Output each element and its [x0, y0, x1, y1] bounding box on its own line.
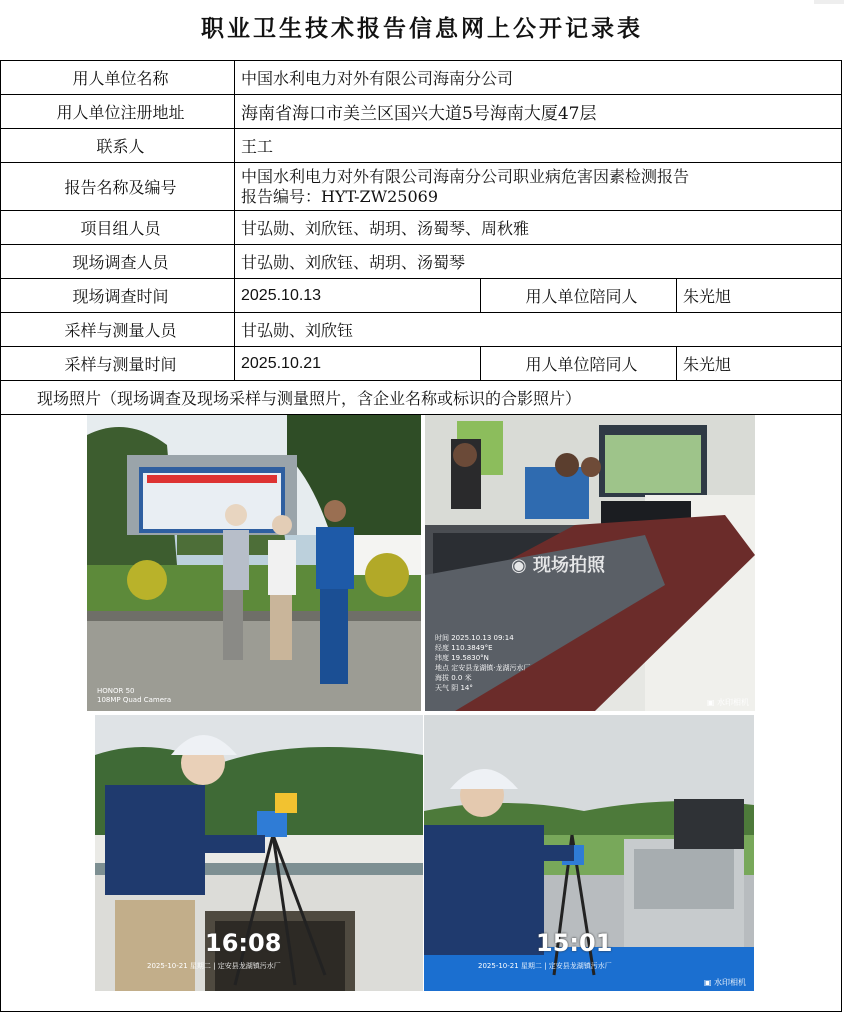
row-employer-name [1, 61, 842, 95]
row-report [1, 163, 842, 211]
info-location: 地点 定安县龙湖镇·龙湖污水厂 [435, 664, 531, 672]
photo-date-location: 2025-10-21 星期二 | 定安县龙湖镇污水厂 [478, 962, 612, 970]
label-sampling-time: 采样与测量时间 [1, 347, 235, 381]
row-survey-staff [1, 245, 842, 279]
photo-group-sampling-right [424, 715, 754, 991]
label-employer-address: 用人单位注册地址 [1, 95, 235, 129]
label-employer-name: 用人单位名称 [1, 61, 235, 95]
value-employer-name: 中国水利电力对外有限公司海南分公司 [235, 61, 842, 95]
value-sampling-staff: 甘弘勋、刘欣钰 [235, 313, 842, 347]
info-weather: 天气 阴 14° [435, 684, 473, 692]
row-project-team [1, 211, 842, 245]
label-survey-escort: 用人单位陪同人 [481, 279, 677, 313]
photo-info-block [435, 633, 530, 693]
app-badge [707, 697, 749, 708]
value-report [235, 163, 842, 211]
value-sampling-time: 2025.10.21 [235, 347, 481, 381]
app-name: 水印相机 [717, 698, 749, 707]
row-sampling-staff [1, 313, 842, 347]
info-altitude: 海拔 0.0 米 [435, 674, 472, 682]
value-contact: 王工 [235, 129, 842, 163]
row-photos-label [1, 381, 842, 415]
label-project-team: 项目组人员 [1, 211, 235, 245]
label-survey-staff: 现场调查人员 [1, 245, 235, 279]
document-title: 职业卫生技术报告信息网上公开记录表 [201, 15, 643, 42]
page-corner-mark [814, 0, 844, 4]
info-longitude: 经度 110.3849°E [435, 644, 493, 652]
camera-brand: HONOR 50 [97, 687, 135, 695]
camera-icon: ▣ [706, 698, 715, 707]
photo-time-large: 15:01 [536, 929, 613, 957]
camera-icon: ▣ [703, 978, 712, 987]
report-name: 中国水利电力对外有限公司海南分公司职业病危害因素检测报告 [241, 166, 690, 186]
photo-group-sampling-left [95, 715, 423, 991]
photo-watermark-label [511, 551, 605, 577]
camera-model: 108MP Quad Camera [97, 696, 172, 704]
value-project-team: 甘弘勋、刘欣钰、胡玥、汤蜀琴、周秋雅 [235, 211, 842, 245]
photo-signboard-image [87, 415, 421, 711]
row-photos [1, 415, 842, 1012]
row-survey-time [1, 279, 842, 313]
record-table [0, 60, 842, 1012]
photo-time-large: 16:08 [205, 929, 282, 957]
label-sampling-escort: 用人单位陪同人 [481, 347, 677, 381]
info-latitude: 纬度 19.5830°N [435, 654, 489, 662]
value-employer-address: 海南省海口市美兰区国兴大道5号海南大厦47层 [235, 95, 842, 129]
label-survey-time: 现场调查时间 [1, 279, 235, 313]
value-sampling-escort: 朱光旭 [677, 347, 842, 381]
value-survey-staff: 甘弘勋、刘欣钰、胡玥、汤蜀琴 [235, 245, 842, 279]
watermark-text: 现场拍照 [533, 555, 605, 576]
label-report: 报告名称及编号 [1, 163, 235, 211]
photo-group-signboard [87, 415, 421, 711]
report-number: 报告编号：HYT-ZW25069 [241, 186, 438, 206]
row-sampling-time [1, 347, 842, 381]
value-survey-time: 2025.10.13 [235, 279, 481, 313]
app-badge [704, 977, 746, 988]
value-survey-escort: 朱光旭 [677, 279, 842, 313]
label-contact: 联系人 [1, 129, 235, 163]
info-time: 时间 2025.10.13 09:14 [435, 634, 514, 642]
label-sampling-staff: 采样与测量人员 [1, 313, 235, 347]
app-name: 水印相机 [714, 978, 746, 987]
photo-area [1, 415, 842, 1012]
row-employer-address [1, 95, 842, 129]
photo-date-location: 2025-10-21 星期二 | 定安县龙湖镇污水厂 [147, 962, 281, 970]
camera-watermark-icon: ◉ [511, 555, 527, 576]
label-photos: 现场照片（现场调查及现场采样与测量照片，含企业名称或标识的合影照片） [1, 381, 842, 415]
row-contact [1, 129, 842, 163]
photo-group-control-room [425, 415, 755, 711]
